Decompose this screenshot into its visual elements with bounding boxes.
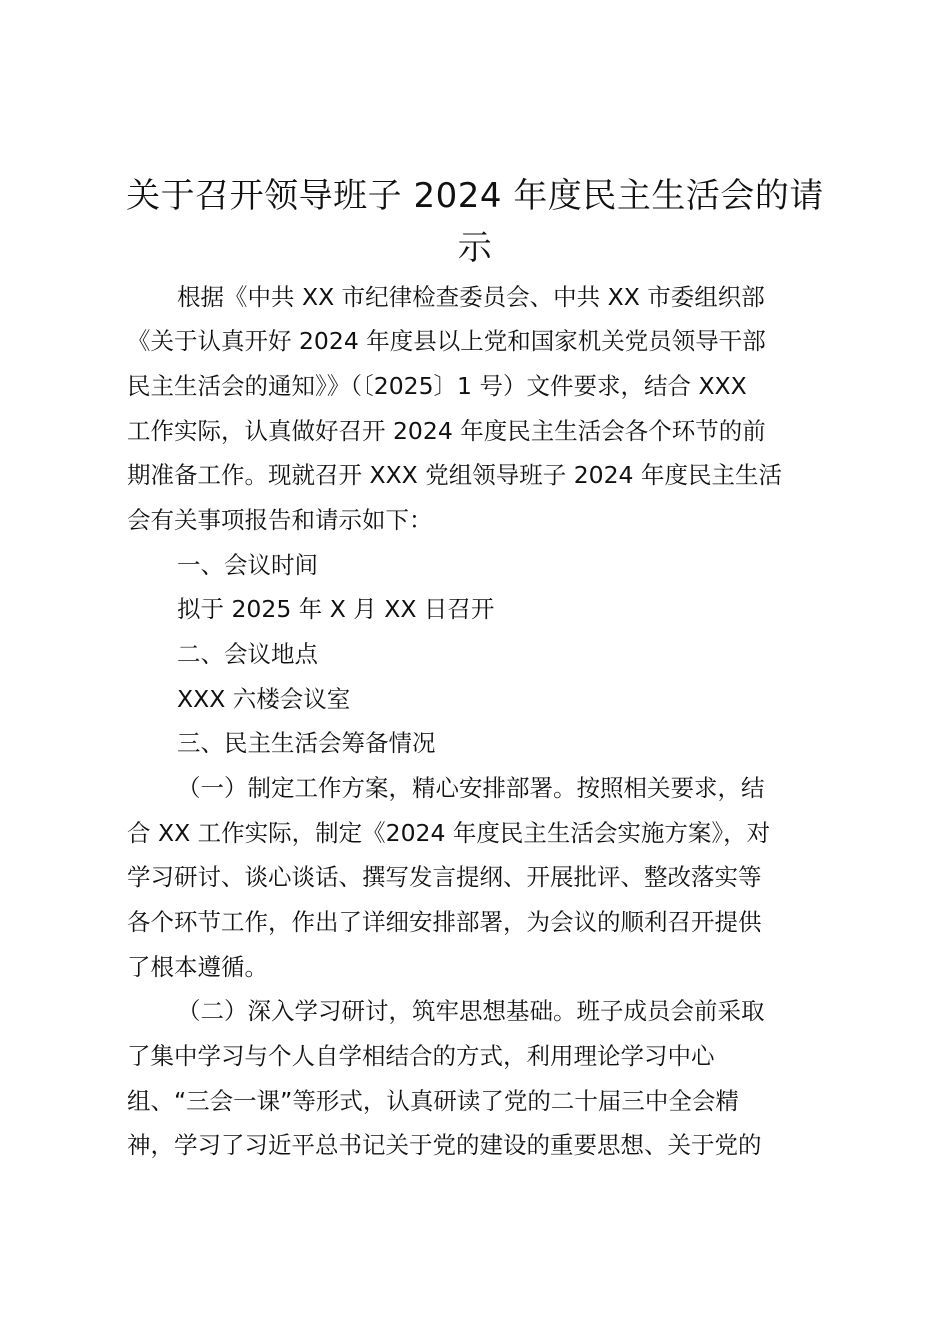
body-line: 会有关事项报告和请示如下： [127, 506, 433, 534]
body-line: 各个环节工作，作出了详细安排部署，为会议的顺利召开提供 [127, 908, 762, 936]
body-line: （二）深入学习研讨，筑牢思想基础。班子成员会前采取 [177, 997, 765, 1025]
body-line: 《关于认真开好 2024 年度县以上党和国家机关党员领导干部 [127, 327, 766, 355]
title-line-2: 示 [457, 228, 493, 268]
document-title [110, 170, 840, 274]
body-line: 了集中学习与个人自学相结合的方式，利用理论学习中心 [127, 1042, 715, 1070]
body-line: 根据《中共 XX 市纪律检查委员会、中共 XX 市委组织部 [177, 283, 765, 311]
body-line: 民主生活会的通知》》（〔2025〕1 号）文件要求，结合 XXX [127, 372, 747, 400]
body-line: 组、“三会一课”等形式，认真研读了党的二十届三中全会精 [127, 1087, 739, 1115]
section-heading: 二、会议地点 [177, 640, 318, 668]
section-heading: 一、会议时间 [177, 551, 318, 579]
body-line: 工作实际，认真做好召开 2024 年度民主生活会各个环节的前 [127, 417, 766, 445]
body-line: XXX 六楼会议室 [177, 685, 351, 713]
section-heading: 三、民主生活会筹备情况 [177, 729, 436, 757]
body-line: 学习研讨、谈心谈话、撰写发言提纲、开展批评、整改落实等 [127, 863, 762, 891]
title-line-1: 关于召开领导班子 2024 年度民主生活会的请 [126, 176, 824, 216]
body-line: 拟于 2025 年 X 月 XX 日召开 [177, 595, 495, 623]
body-line: 合 XX 工作实际，制定《2024 年度民主生活会实施方案》，对 [127, 819, 771, 847]
body-line: （一）制定工作方案，精心安排部署。按照相关要求，结 [177, 774, 765, 802]
body-line: 了根本遵循。 [127, 953, 268, 981]
body-line: 期准备工作。现就召开 XXX 党组领导班子 2024 年度民主生活 [127, 461, 782, 489]
body-line: 神，学习了习近平总书记关于党的建设的重要思想、关于党的 [127, 1131, 762, 1159]
